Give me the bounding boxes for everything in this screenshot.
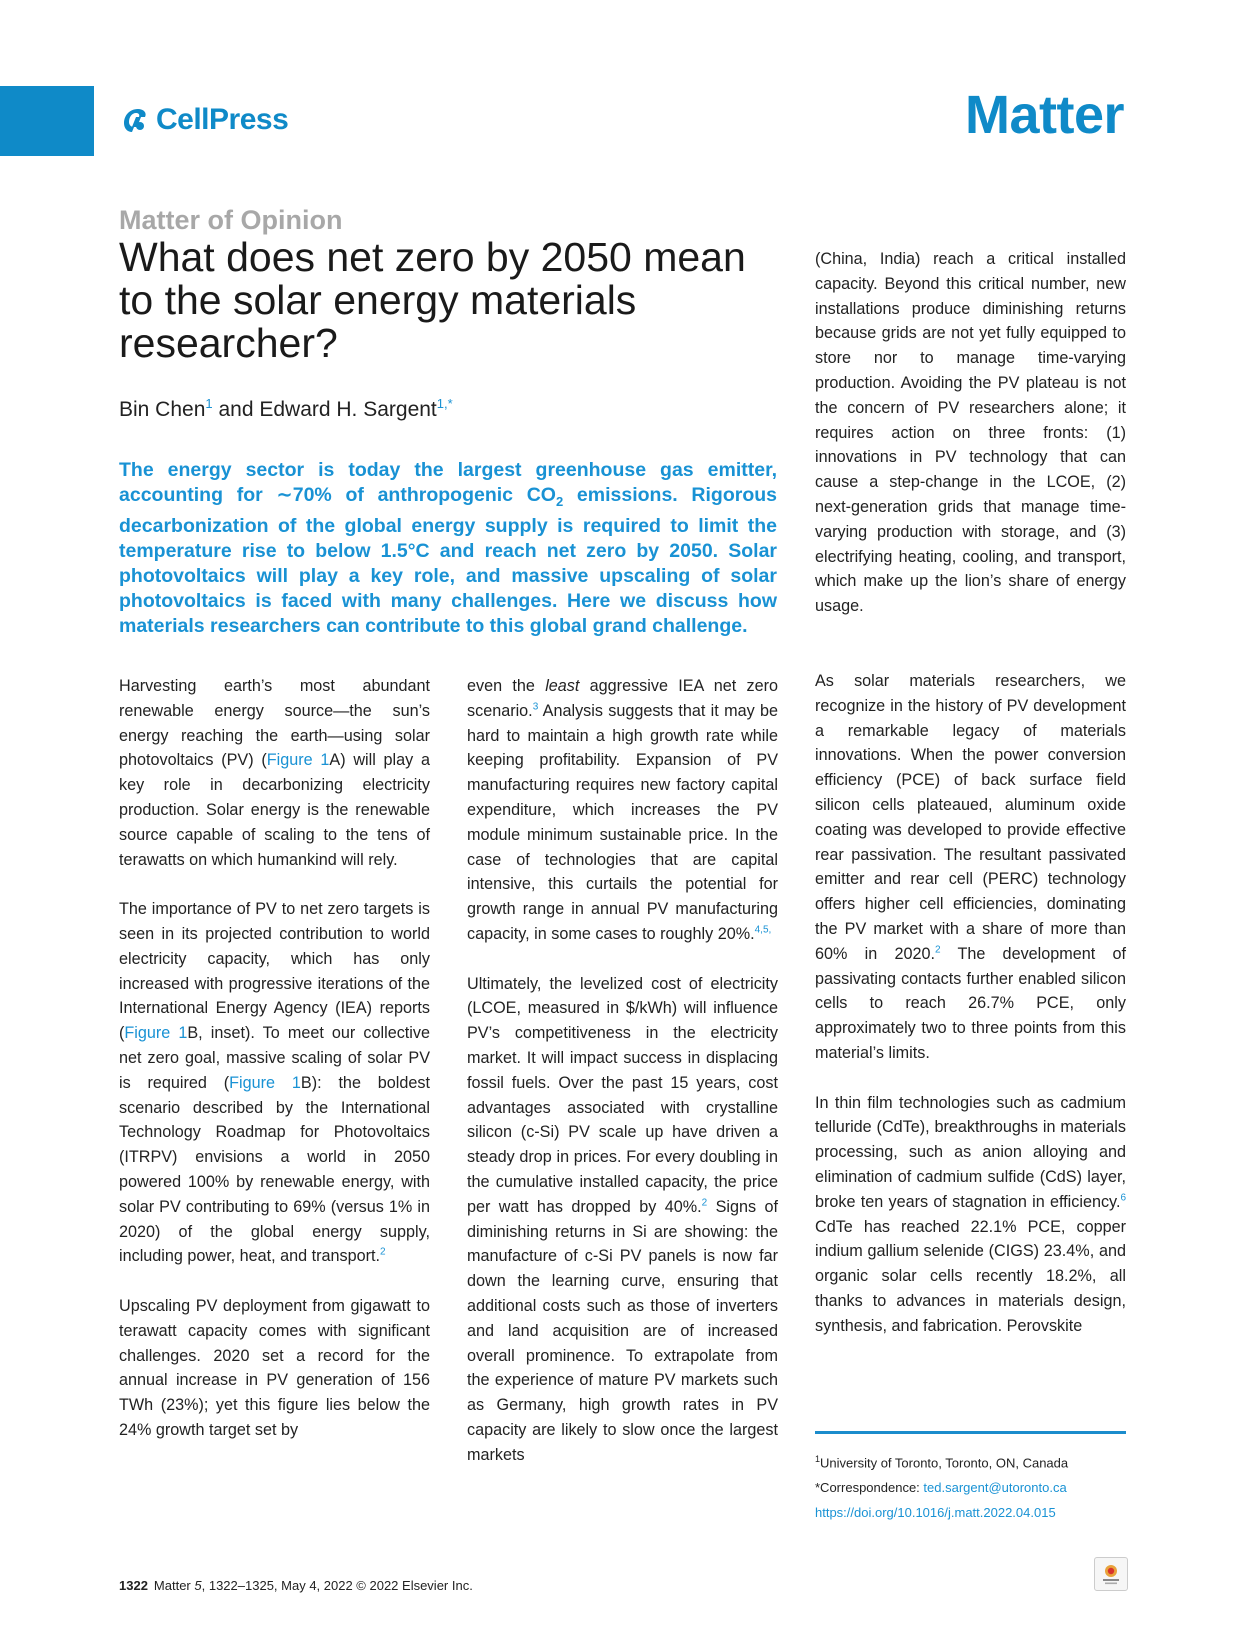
footnote-divider [815,1431,1126,1434]
doi-link[interactable]: https://doi.org/10.1016/j.matt.2022.04.015 [815,1505,1056,1521]
body-text: As solar materials researchers, we recognize in the history of PV development a remarkable legacy of materials innovations. When the power conversion efficiency (PCE) of back surface field silicon cells plateaued, aluminum oxide coating was developed to provide effective rear passivation. The resultant passivated emitter and rear cell (PERC) technology offers higher cell efficiencies, dominating the PV market with a share of more than 60% in 2020. [815,672,1126,963]
citation-link[interactable]: 2 [701,1197,708,1209]
author-list [119,396,453,422]
publisher-name: CellPress [156,103,289,136]
body-text: Harvesting earth’s most abundant renewable energy source—the sun’s energy reaching the earth—using solar photovoltaics (PV) ( [119,677,430,770]
figure-link[interactable]: Figure 1 [229,1073,301,1092]
figure-link[interactable]: Figure 1 [266,751,330,770]
summary-text: emissions. Rigorous decarbonization of the global energy supply is required to limit the temperature rise to below 1.5°C and reach net zero by 2050. Solar photovoltaics will play a key role, and massive upscaling of solar photovoltaics is faced with many challenges. Here we discuss how materials researchers can contribute to this global grand challenge. [119,483,777,637]
check-for-updates-icon [1098,1561,1124,1587]
footer-journal: Matter [153,1578,195,1593]
body-column-1 [119,674,430,1468]
affiliation-marker: 1 [815,1454,821,1464]
body-text: The development of passivating contacts further enabled silicon cells to reach 26.7% PCE, only approximately two to three points from this material’s limits. [815,944,1126,1062]
header-accent-block [0,86,94,156]
body-text: even the [467,677,546,695]
affiliation-text: University of Toronto, Toronto, ON, Canada [820,1455,1069,1471]
affiliation-marker[interactable]: 1 [205,396,213,411]
emphasis-text: least [545,677,580,695]
section-label: Matter of Opinion [119,205,343,235]
body-column-3-top [815,247,1126,644]
correspondence-line [815,1475,1135,1500]
citation-link[interactable]: 2 [934,944,941,956]
journal-name[interactable]: Matter [964,85,1124,145]
subscript-text: 2 [555,493,564,509]
body-paragraph [467,674,778,947]
cellpress-logo-icon [118,103,152,137]
summary-paragraph [119,458,777,638]
body-text: B, inset). To meet our collective net zero goal, massive scaling of solar PV is required ( [119,1024,430,1092]
citation-link[interactable]: 6 [1120,1192,1126,1204]
body-paragraph [815,669,1126,1066]
body-column-2 [467,674,778,1492]
citation-link[interactable]: 4,5, [754,924,772,936]
footer-volume: 5 [194,1578,202,1593]
cellpress-logo[interactable] [118,103,288,137]
body-text: aggressive IEA net zero scenario. [467,677,778,720]
citation-link[interactable]: 3 [532,701,539,713]
body-text: CdTe has reached 22.1% PCE, copper indium gallium selenide (CIGS) 23.4%, and organic solar cells recently 18.2%, all thanks to advances in materials design, synthesis, and fabrication. Perovskite [815,1217,1126,1335]
body-paragraph [119,897,430,1269]
body-text: Analysis suggests that it may be hard to maintain a high growth rate while keeping profitability. Expansion of PV manufacturing requires new factory capital expenditure, which increases the PV module minimum sustainable price. In the case of technologies that are capital intensive, this curtails the potential for growth range in annual PV manufacturing capacity, in some cases to roughly 20%. [467,701,778,943]
body-column-3 [815,669,1126,1363]
author-name: Bin Chen [119,398,206,421]
email-link[interactable]: ted.sargent@utoronto.ca [923,1480,1067,1496]
body-paragraph: (China, India) reach a critical installed capacity. Beyond this critical number, new installations produce diminishing returns because grids are not yet fully equipped to store nor to manage time-varying production. Avoiding the PV plateau is not the concern of PV researchers alone; it requires action on three fronts: (1) innovations in PV technology that can cause a step-change in the LCOE, (2) next-generation grids that manage time-varying production with storage, and (3) electrifying heating, cooling, and transport, which make up the lion’s share of energy usage. [815,250,1126,616]
figure-link[interactable]: Figure 1 [124,1024,188,1043]
body-text: Signs of diminishing returns in Si are showing: the manufacture of c-Si PV panels is now far down the learning curve, ensuring that additional costs such as those of inverters and land acquisition are of increased overall prominence. To extrapolate from the experience of mature PV markets such as Germany, high growth rates in PV capacity are likely to slow once the largest markets [467,1197,778,1464]
body-text: A) will play a key role in decarbonizing electricity production. Solar energy is the renewable source capable of scaling to the tens of terawatts on which humankind will rely. [119,751,430,869]
body-paragraph [815,1091,1126,1339]
citation-link[interactable]: 2 [379,1246,386,1258]
affiliation-line [815,1447,1135,1475]
check-for-updates-button[interactable] [1094,1557,1128,1591]
article-title: What does net zero by 2050 mean to the solar energy materials researcher? [119,234,746,366]
body-paragraph: Upscaling PV deployment from gigawatt to terawatt capacity comes with significant challenges. 2020 set a record for the annual increase in PV generation of 156 TWh (23%); yet this figure lies below the 24% growth target set by [119,1296,430,1439]
body-paragraph [467,972,778,1468]
summary-text: The energy sector is today the largest greenhouse gas emitter, accounting for ∼70% of anthropogenic CO [119,459,777,506]
author-name: Edward H. Sargent [259,398,437,421]
affiliation-marker[interactable]: 1,* [436,396,453,411]
body-text: B): the boldest scenario described by the International Technology Roadmap for Photovoltaics (ITRPV) envisions a world in 2050 powered 100% by renewable energy, with solar PV contributing to 69% (versus 1% in 2020) of the global energy supply, including power, heat, and transport. [119,1073,430,1266]
body-text: Ultimately, the levelized cost of electricity (LCOE, measured in $/kWh) will influence PV’s competitiveness in the electricity market. It will impact success in displacing fossil fuels. Over the past 15 years, cost advantages associated with crystalline silicon (c-Si) PV scale up have driven a steady drop in prices. For every doubling in the cumulative installed capacity, the price per watt has dropped by 40%. [467,974,778,1216]
correspondence-label: *Correspondence: [815,1480,924,1496]
body-text: In thin film technologies such as cadmium telluride (CdTe), breakthroughs in materials processing, such as anion alloying and elimination of cadmium sulfide (CdS) layer, broke ten years of stagnation in efficiency. [815,1093,1126,1211]
footnotes [815,1447,1135,1525]
body-text: The importance of PV to net zero targets is seen in its projected contribution to world electricity capacity, which has only increased with progressive iterations of the International Energy Agency (IEA) reports ( [119,900,430,1043]
page-number: 1322 [119,1578,148,1593]
footer-citation: , 1322–1325, May 4, 2022 © 2022 Elsevier Inc. [201,1578,473,1593]
page-footer [119,1578,473,1593]
doi-line [815,1500,1135,1525]
body-paragraph [119,674,430,872]
author-joiner: and [212,398,260,421]
